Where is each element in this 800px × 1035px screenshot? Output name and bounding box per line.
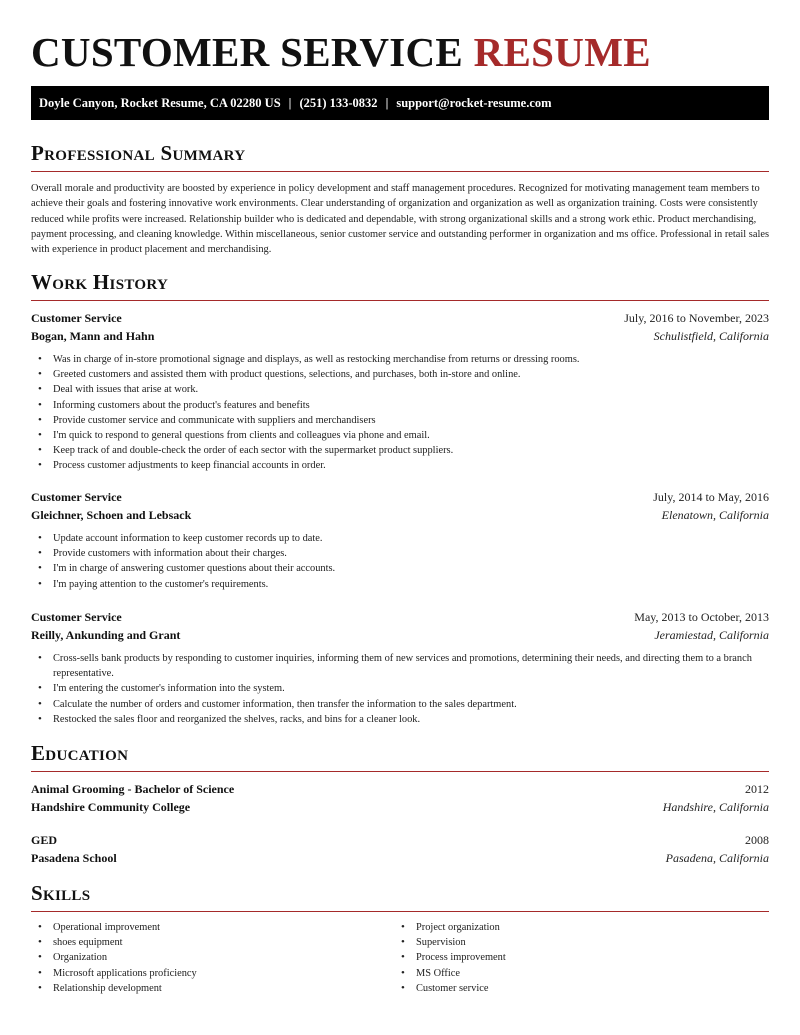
- list-item: • Calculate the number of orders and customer information, then transfer the information to the sales department.: [31, 697, 769, 712]
- job-bullets: [31, 531, 769, 592]
- job-location: Elenatown, California: [661, 507, 769, 522]
- resume-title: [31, 28, 651, 76]
- job-entry: [31, 610, 769, 727]
- list-item: • shoes equipment: [31, 935, 394, 950]
- title-main: CUSTOMER SERVICE: [31, 29, 464, 75]
- education-entry: [31, 782, 769, 817]
- job-location: Jeramiestad, California: [654, 627, 769, 642]
- education-year: 2008: [745, 833, 769, 847]
- list-item: • Keep track of and double-check the order of each sector with the supermarket product suppliers.: [31, 443, 769, 458]
- list-item: • Update account information to keep customer records up to date.: [31, 531, 769, 546]
- job-entry: [31, 490, 769, 592]
- contact-bar: [31, 86, 769, 120]
- education-heading: Education: [31, 741, 769, 772]
- list-item: • Process improvement: [394, 950, 757, 965]
- list-item: • Operational improvement: [31, 920, 394, 935]
- skills-column-left: [31, 920, 394, 996]
- contact-phone[interactable]: (251) 133-0832: [299, 96, 378, 110]
- job-company: Bogan, Mann and Hahn: [31, 328, 155, 343]
- job-dates: May, 2013 to October, 2013: [634, 610, 769, 624]
- skills-list: [31, 920, 769, 996]
- list-item: • Deal with issues that arise at work.: [31, 382, 769, 397]
- list-item: • Informing customers about the product's features and benefits: [31, 398, 769, 413]
- list-item: • I'm quick to respond to general questions from clients and colleagues via phone and email.: [31, 428, 769, 443]
- list-item: • Microsoft applications proficiency: [31, 966, 394, 981]
- list-item: • Provide customer service and communicate with suppliers and merchandisers: [31, 413, 769, 428]
- list-item: • I'm entering the customer's information into the system.: [31, 681, 769, 696]
- contact-separator: |: [288, 96, 292, 110]
- education-degree: GED: [31, 833, 58, 847]
- job-company: Gleichner, Schoen and Lebsack: [31, 507, 192, 522]
- job-title: Customer Service: [31, 610, 122, 624]
- job-company: Reilly, Ankunding and Grant: [31, 627, 181, 642]
- list-item: • Provide customers with information about their charges.: [31, 546, 769, 561]
- education-entry: [31, 833, 769, 868]
- education-degree: Animal Grooming - Bachelor of Science: [31, 782, 235, 796]
- contact-email[interactable]: support@rocket-resume.com: [396, 96, 552, 110]
- list-item: • Project organization: [394, 920, 757, 935]
- list-item: • Customer service: [394, 981, 757, 996]
- education-school: Handshire Community College: [31, 799, 191, 814]
- summary-heading: Professional Summary: [31, 141, 769, 172]
- list-item: • I'm paying attention to the customer's requirements.: [31, 577, 769, 592]
- summary-text: Overall morale and productivity are boosted by experience in policy development and staff management procedures. Recognized for motivating management team members to achieve their goals and fostering innovative work environments. Clear understanding of organization and organization as well as organization training. Costs were consistently reduced while profits were increased. Relationship builder who is dedicated and dependable, with strong organizational skills and a strong work ethic. Product merchandising, payment processing, and cleaning knowledge. Within miscellaneous, senior customer service and outstanding performer in organization and ms office. Professional in retail sales with experience in product placement and merchandising.: [31, 183, 769, 256]
- job-dates: July, 2016 to November, 2023: [624, 311, 769, 325]
- contact-address: Doyle Canyon, Rocket Resume, CA 02280 US: [39, 96, 281, 110]
- contact-separator: |: [385, 96, 389, 110]
- list-item: • Relationship development: [31, 981, 394, 996]
- job-bullets: [31, 352, 769, 474]
- skills-heading: Skills: [31, 881, 769, 912]
- title-accent: RESUME: [473, 29, 651, 75]
- list-item: • Cross-sells bank products by responding to customer inquiries, informing them of new services and promotions, determining their needs, and directing them to a branch representative.: [31, 651, 769, 681]
- job-title: Customer Service: [31, 490, 122, 504]
- job-bullets: [31, 651, 769, 727]
- list-item: • Restocked the sales floor and reorganized the shelves, racks, and bins for a cleaner look.: [31, 712, 769, 727]
- list-item: • Was in charge of in-store promotional signage and displays, as well as restocking merchandise from returns or dressing rooms.: [31, 352, 769, 367]
- education-location: Handshire, California: [662, 799, 769, 814]
- education-location: Pasadena, California: [665, 850, 769, 865]
- list-item: • Greeted customers and assisted them with product questions, selections, and purchases, both in-store and online.: [31, 367, 769, 382]
- education-school: Pasadena School: [31, 850, 117, 865]
- skills-column-right: [394, 920, 757, 996]
- job-dates: July, 2014 to May, 2016: [653, 490, 769, 504]
- list-item: • Supervision: [394, 935, 757, 950]
- list-item: • MS Office: [394, 966, 757, 981]
- job-title: Customer Service: [31, 311, 122, 325]
- job-entry: [31, 311, 769, 474]
- list-item: • Organization: [31, 950, 394, 965]
- list-item: • Process customer adjustments to keep financial accounts in order.: [31, 458, 769, 473]
- education-year: 2012: [745, 782, 769, 796]
- work-history-heading: Work History: [31, 270, 769, 301]
- job-location: Schulistfield, California: [653, 328, 769, 343]
- list-item: • I'm in charge of answering customer questions about their accounts.: [31, 561, 769, 576]
